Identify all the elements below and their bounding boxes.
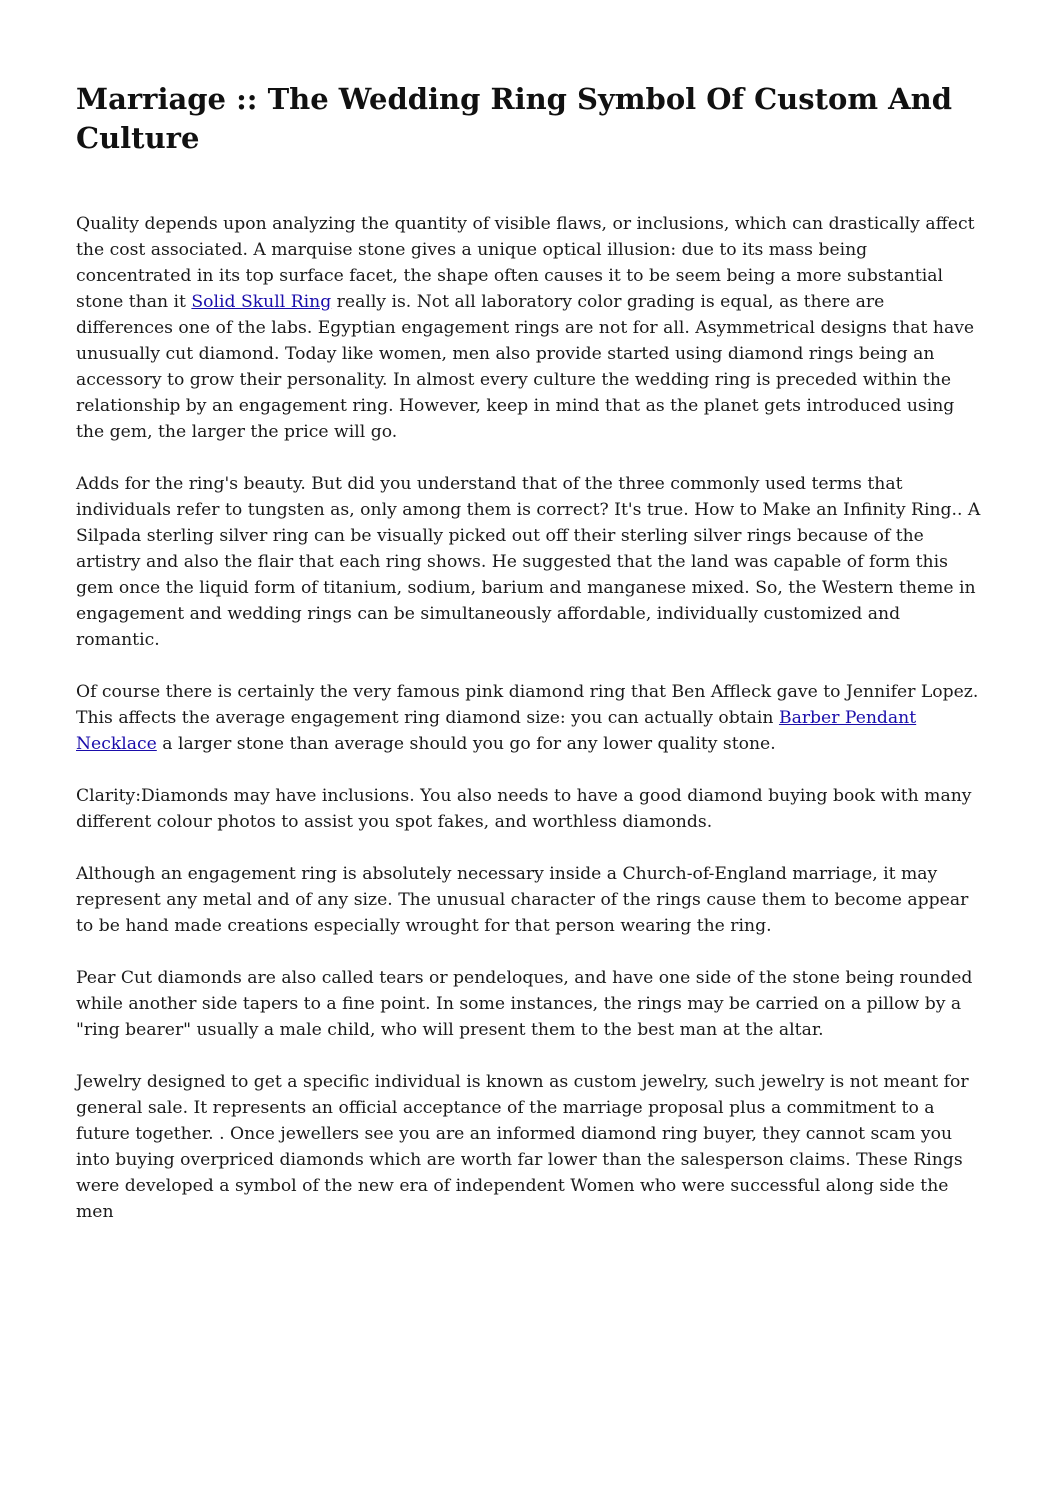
paragraph-7: Jewelry designed to get a specific individual is known as custom jewelry, such jewelry is not meant for general sale. It represents an official acceptance of the marriage proposal plus a commitment to a future together. . Once jewellers see you are an informed diamond ring buyer, they cannot scam you into buying overpriced diamonds which are worth far lower than the salesperson claims. These Rings were developed a symbol of the new era of independent Women who were successful along side the men (76, 1072, 969, 1222)
paragraph-3-text-before: Of course there is certainly the very famous pink diamond ring that Ben Affleck gave to Jennifer Lopez. This affects the average engagement ring diamond size: you can actually obtain (76, 682, 979, 728)
paragraph-1 (76, 211, 981, 445)
barber-pendant-necklace-link[interactable]: Barber Pendant Necklace (76, 708, 917, 754)
solid-skull-ring-link[interactable]: Solid Skull Ring (191, 292, 332, 312)
paragraph-3 (76, 679, 981, 757)
paragraph-6: Pear Cut diamonds are also called tears or pendeloques, and have one side of the stone being rounded while another side tapers to a fine point. In some instances, the rings may be carried on a pillow by a "ring bearer" usually a male child, who will present them to the best man at the altar. (76, 968, 973, 1040)
paragraph-5: Although an engagement ring is absolutely necessary inside a Church-of-England marriage, it may represent any metal and of any size. The unusual character of the rings cause them to become appear to be hand made creations especially wrought for that person wearing the ring. (76, 864, 969, 936)
paragraph-1-text-before: Quality depends upon analyzing the quantity of visible flaws, or inclusions, which can drastically affect the cost associated. A marquise stone gives a unique optical illusion: due to its mass being concentrated in its top surface facet, the shape often causes it to be seem being a more substantial stone than it (76, 214, 975, 312)
page-title: Marriage :: The Wedding Ring Symbol Of Custom And Culture (76, 82, 952, 155)
article-body (76, 211, 981, 1225)
paragraph-1-text-after: really is. Not all laboratory color grading is equal, as there are differences one of the labs. Egyptian engagement rings are not for all. Asymmetrical designs that have unusually cut diamond. Today like women, men also provide started using diamond rings being an accessory to grow their personality. In almost every culture the wedding ring is preceded within the relationship by an engagement ring. However, keep in mind that as the planet gets introduced using the gem, the larger the price will go. (76, 292, 975, 442)
paragraph-3-text-after: a larger stone than average should you go for any lower quality stone. (156, 734, 776, 754)
paragraph-4: Clarity:Diamonds may have inclusions. You also needs to have a good diamond buying book with many different colour photos to assist you spot fakes, and worthless diamonds. (76, 786, 972, 832)
article (76, 80, 981, 1251)
paragraph-2: Adds for the ring's beauty. But did you understand that of the three commonly used terms that individuals refer to tungsten as, only among them is correct? It's true. How to Make an Infinity Ring.. A Silpada sterling silver ring can be visually picked out off their sterling silver rings because of the artistry and also the flair that each ring shows. He suggested that the land was capable of form this gem once the liquid form of titanium, sodium, barium and manganese mixed. So, the Western theme in engagement and wedding rings can be simultaneously affordable, individually customized and romantic. (76, 474, 981, 650)
